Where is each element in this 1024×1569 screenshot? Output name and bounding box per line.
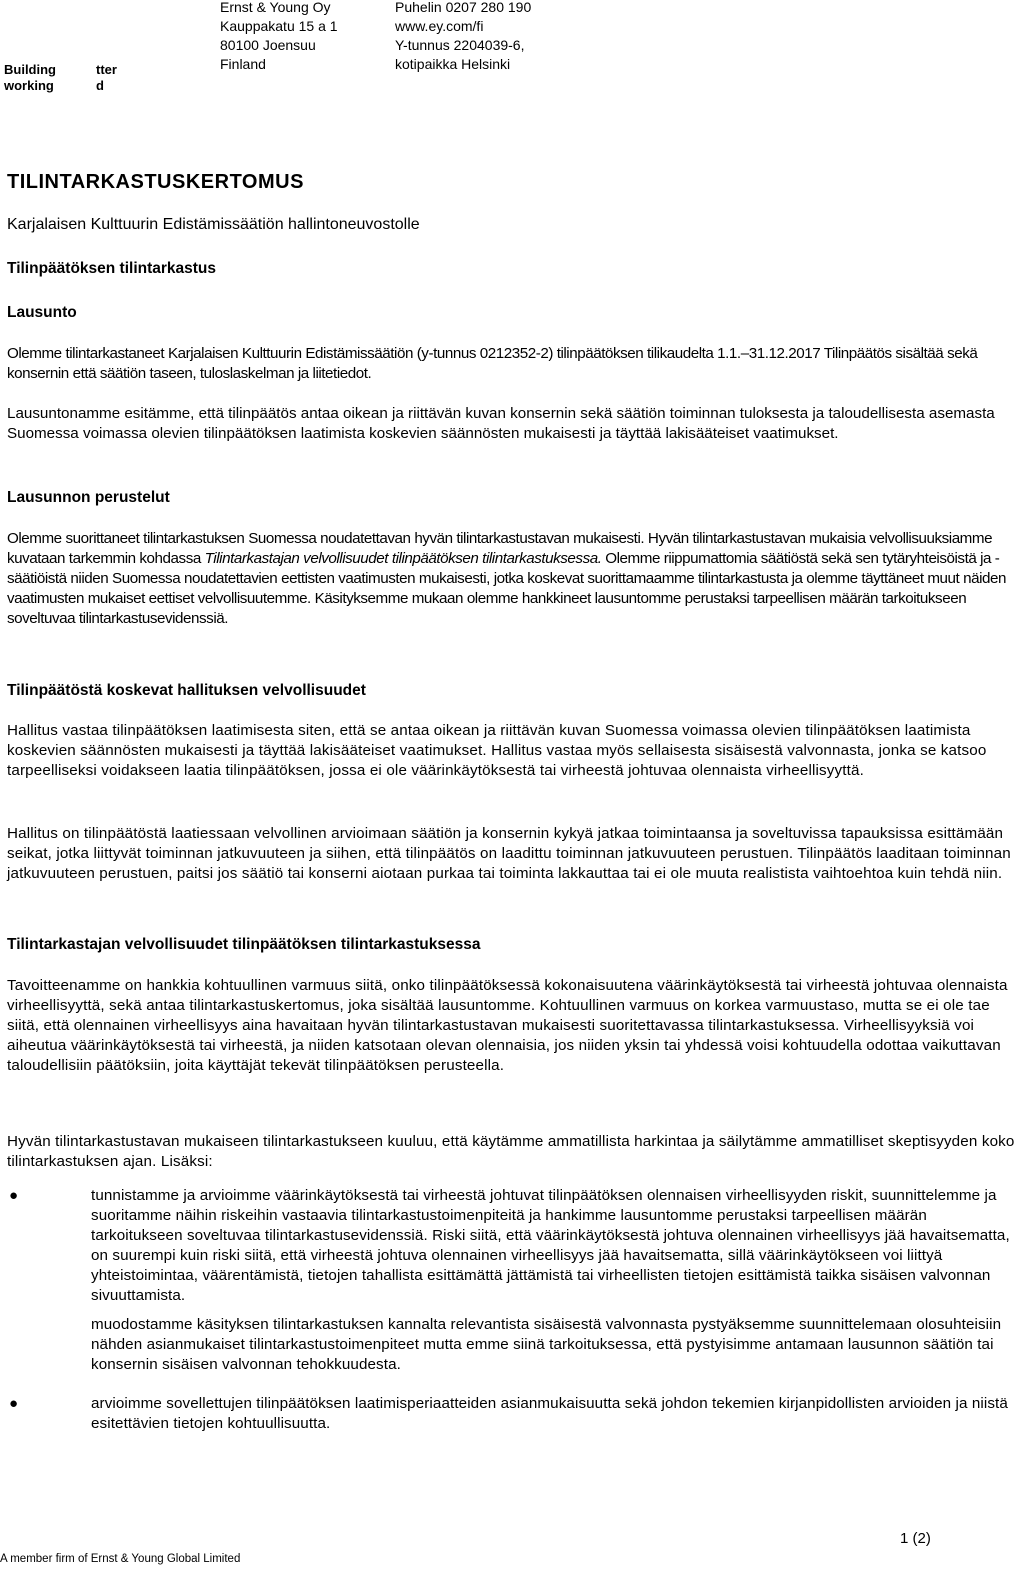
auditor-paragraph-1: Tavoitteenamme on hankkia kohtuullinen varmuus siitä, onko tilinpäätöksessä kokonaisuutena väärinkäytöksestä tai virheestä johtuvaa olennaista virheellisyyttä, sekä antaa tilintarkastuskertomus, joka sisältää lausuntomme. Kohtuullinen varmuus on korkea varmuustaso, mutta se ei ole tae siitä, että olennainen virheellisyys aina havaitaan hyvän tilintarkastustavan mukaisesti suoritettavassa tilintarkastuksessa. Virheellisyyksiä voi aiheutua väärinkäytöksestä tai virheestä, ja niiden katsotaan olevan olennaisia, jos niiden yksin tai yhdessä voisi kohtuudella odottaa vaikuttavan taloudellisiin päätöksiin, joita käyttäjät tekevät tilinpäätöksen perusteella.	[7, 977, 1008, 1074]
address-line: 80100 Joensuu	[220, 37, 316, 53]
heading-opinion: Lausunto	[7, 304, 77, 321]
opinion-paragraph-1: Olemme tilintarkastaneet Karjalaisen Kulttuurin Edistämissäätiön (y-tunnus 0212352-2) tilinpäätöksen tilikaudelta 1.1.–31.12.2017 Tilinpäätös sisältää sekä konsernin että säätiön taseen, tuloslaskelman ja liitetiedot.	[7, 345, 978, 382]
contact-phone: Puhelin 0207 280 190	[395, 0, 532, 15]
list-item-text: muodostamme käsityksen tilintarkastuksen kannalta relevantista sisäisestä valvonnasta pystyäksemme suunnittelemaan olosuhteisiin nähden asianmukaiset tilintarkastustoimenpiteet mutta emme siinä tarkoituksessa, että pystyisimme antamaan lausunnon säätiön tai konsernin sisäisen valvonnan tehokkuudesta.	[91, 1316, 1002, 1373]
basis-text-a: Olemme suorittaneet tilintarkastuksen Suomessa noudatettavan hyvän tilintarkastustavan mukaisesti. Hyvän tilintarkastustavan mukaisia velvollisuuksiamme kuvataan tarkemmin kohdassa	[7, 530, 993, 567]
heading-basis: Lausunnon perustelut	[7, 489, 170, 506]
list-item	[7, 1315, 1022, 1375]
heading-auditor: Tilintarkastajan velvollisuudet tilinpäätöksen tilintarkastuksessa	[7, 936, 481, 953]
list-item	[7, 1394, 1022, 1434]
contact-website: www.ey.com/fi	[395, 18, 484, 34]
address-line: Ernst & Young Oy	[220, 0, 331, 15]
footer-member-firm: A member firm of Ernst & Young Global Limited	[0, 1553, 241, 1565]
list-item-text: arvioimme sovellettujen tilinpäätöksen laatimisperiaatteiden asianmukaisuutta sekä johdon tekemien kirjanpidollisten arvioiden ja niistä esitettävien tietojen kohtuullisuutta.	[91, 1395, 1008, 1432]
auditor-paragraph-2: Hyvän tilintarkastustavan mukaiseen tilintarkastukseen kuuluu, että käytämme ammatillista harkintaa ja säilytämme ammatilliset skeptisyyden koko tilintarkastuksen ajan. Lisäksi:	[7, 1133, 1015, 1170]
report-recipient: Karjalaisen Kulttuurin Edistämissäätiön hallintoneuvostolle	[7, 216, 420, 233]
board-paragraph-1: Hallitus vastaa tilinpäätöksen laatimisesta siten, että se antaa oikean ja riittävän kuvan Suomessa voimassa olevien tilinpäätöksen laatimista koskevien säännösten mukaisesti ja täyttää lakisääteiset vaatimukset. Hallitus vastaa myös sellaisesta sisäisestä valvonnasta, jonka se katsoo tarpeelliseksi voidakseen laatia tilinpäätöksen, jossa ei ole väärinkäytöksestä tai virheestä johtuvaa olennaista virheellisyyttä.	[7, 722, 987, 779]
address-line: Kauppakatu 15 a 1	[220, 18, 338, 34]
brand-fragment-1: tter	[96, 62, 117, 77]
basis-italic-reference: Tilintarkastajan velvollisuudet tilinpäätöksen tilintarkastuksessa.	[204, 550, 602, 567]
contact-domicile: kotipaikka Helsinki	[395, 56, 511, 72]
report-title: TILINTARKASTUSKERTOMUS	[7, 171, 304, 193]
board-paragraph-2: Hallitus on tilinpäätöstä laatiessaan velvollinen arvioimaan säätiön ja konsernin kykyä jatkaa toimintaansa ja soveltuvissa tapauksissa esittämään seikat, jotka liittyvät toiminnan jatkuvuuteen ja siihen, että tilinpäätös on laadittu toiminnan jatkuvuuteen perustuen. Tilinpäätös laaditaan toiminnan jatkuvuuteen perustuen, paitsi jos säätiö tai konserni aiotaan purkaa tai toiminta lakkauttaa tai ei ole muuta realistista vaihtoehtoa kuin tehdä niin.	[7, 825, 1011, 882]
auditor-procedures-list	[7, 1186, 1022, 1443]
basis-text-b: Olemme riippumattomia säätiöstä sekä sen tytäryhteisöistä ja -säätiöistä niiden Suomessa noudatettavien eettisten vaatimusten mukaisesti, jotka koskevat suorittamaamme tilintarkastusta ja olemme täyttäneet muut näiden vaatimusten mukaiset eettiset velvollisuutemme. Käsityksemme mukaan olemme hankkineet lausuntomme perustaksi tarpeellisen määrän tarkoitukseen soveltuvaa tilintarkastusevidenssiä.	[7, 550, 1006, 627]
opinion-paragraph-2: Lausuntonamme esitämme, että tilinpäätös antaa oikean ja riittävän kuvan konsernin sekä säätiön toiminnan tuloksesta ja taloudellisesta asemasta Suomessa voimassa olevien tilinpäätöksen laatimista koskevien säännösten mukaisesti ja täyttää lakisääteiset vaatimukset.	[7, 405, 995, 442]
bullet-icon: ●	[9, 1395, 19, 1412]
list-item	[7, 1186, 1022, 1306]
heading-board: Tilinpäätöstä koskevat hallituksen velvollisuudet	[7, 682, 366, 699]
section-heading-audit: Tilinpäätöksen tilintarkastus	[7, 260, 217, 277]
brand-tagline	[4, 62, 56, 94]
basis-paragraph	[7, 529, 1022, 629]
list-item-text: tunnistamme ja arvioimme väärinkäytöksestä tai virheestä johtuvat tilinpäätöksen olennaisen virheellisyyden riskit, suunnittelemme ja suoritamme näihin riskeihin vastaavia tilintarkastustoimenpiteitä ja hankimme lausuntomme perustaksi tarpeellisen määrän tarkoitukseen soveltuvaa tilintarkastusevidenssiä. Riski siitä, että väärinkäytöksestä johtuva olennainen virheellisyys jää havaitsematta, on suurempi kuin riski siitä, että virheestä johtuva olennainen virheellisyys jää havaitsematta, sillä väärinkäytökseen voi liittyä yhteistoimintaa, väärentämistä, tietojen tahallista esittämättä jättämistä tai virheellisten tietojen esittämistä taikka sisäisen valvonnan sivuuttamista.	[91, 1187, 1010, 1304]
page-number: 1 (2)	[900, 1530, 931, 1547]
brand-tagline-fragment	[96, 62, 117, 94]
office-address	[220, 0, 338, 74]
address-line: Finland	[220, 56, 266, 72]
brand-fragment-2: d	[96, 78, 104, 93]
bullet-icon: ●	[9, 1187, 19, 1204]
contact-business-id: Y-tunnus 2204039-6,	[395, 37, 525, 53]
brand-line-2: working	[4, 78, 54, 93]
office-contact	[395, 0, 531, 74]
brand-line-1: Building	[4, 62, 56, 77]
